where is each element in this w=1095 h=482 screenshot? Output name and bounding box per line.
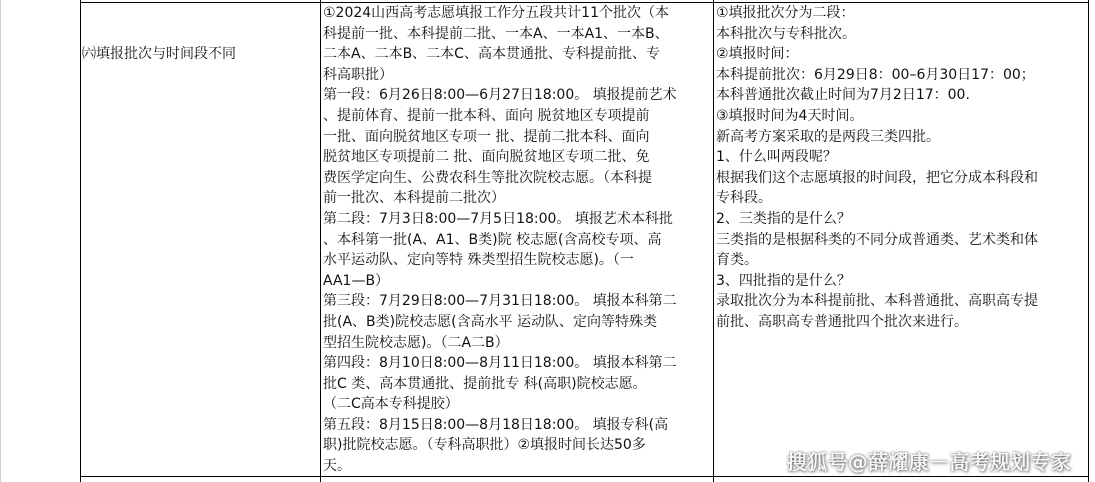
right-cell-text-line: 育类。 xyxy=(716,252,758,269)
middle-cell-text-line: 第三段：7月29日8:00—7月31日18:00。 填报本科第二 xyxy=(323,293,677,310)
middle-cell-text-line: 职)批院校志愿。（专科高职批）②填报时间长达50多 xyxy=(323,437,646,454)
right-cell-text-line: 本科普通批次截止时间为7月2日17：00. xyxy=(716,87,970,104)
middle-cell-text-line: 第一段：6月26日8:00—6月27日18:00。 填报提前艺术 xyxy=(323,87,677,104)
middle-cell[interactable] xyxy=(323,3,711,477)
middle-cell-text-line: AA1—B） xyxy=(323,272,390,289)
right-cell-text-line: 新高考方案采取的是两段三类四批。 xyxy=(716,128,940,145)
middle-cell-text-line: 二本A、二本B、二本C、高本贯通批、专科提前批、专 xyxy=(323,46,660,63)
middle-cell-text-line: 批C 类、高本贯通批、提前批专 科(高职)院校志愿。 xyxy=(323,375,647,392)
column-border-middle-1 xyxy=(320,0,321,482)
column-border-right xyxy=(1088,0,1089,482)
right-cell-text-line: ②填报时间： xyxy=(716,46,799,63)
column-border-left xyxy=(80,0,81,482)
header-cell[interactable] xyxy=(82,3,318,106)
right-cell-text-line: 本科提前批次：6月29日8：00–6月30日17：00； xyxy=(716,66,1035,83)
middle-cell-text-line: 科高职批） xyxy=(323,66,393,83)
middle-cell-text-line: 费医学定向生、公费农科生等批次院校志愿。（本科提 xyxy=(323,169,652,186)
right-cell-text-line: 本科批次与专科批次。 xyxy=(716,25,856,42)
right-cell-text-line: ①填报批次分为二段： xyxy=(716,5,855,21)
right-cell-text-line: ③填报时间为4天时间。 xyxy=(716,107,864,124)
right-cell-text-line: 前批、高职高专普通批四个批次来进行。 xyxy=(716,313,968,330)
middle-cell-text-line: 、提前体育、提前一批本科、面向 脱贫地区专项提前 xyxy=(323,107,650,124)
middle-cell-text-line: 、本科第一批(A、A1、B类)院 校志愿(含高校专项、高 xyxy=(323,231,662,248)
header-cell-text: ㈥填报批次与时间段不同 xyxy=(82,46,236,63)
outer-left-border xyxy=(0,0,1,482)
right-cell-text-line: 2、三类指的是什么？ xyxy=(716,210,851,227)
middle-cell-text-line: 脱贫地区专项提前二 批、面向脱贫地区专项二批、免 xyxy=(323,149,650,166)
right-cell[interactable] xyxy=(716,3,1086,333)
middle-cell-text-line: ①2024山西高考志愿填报工作分五段共计11个批次（本 xyxy=(323,5,669,21)
middle-cell-text-line: （二C高本专科提胶） xyxy=(323,396,459,413)
column-border-middle-2 xyxy=(713,0,714,482)
middle-cell-text-line: 一批、面向脱贫地区专项一 批、提前二批本科、面向 xyxy=(323,128,650,145)
middle-cell-text-line: 型招生院校志愿)。（二A二B） xyxy=(323,334,509,351)
right-cell-text-line: 1、什么叫两段呢？ xyxy=(716,149,837,166)
middle-cell-text-line: 天。 xyxy=(323,458,351,475)
watermark-text: 搜狐号@薛耀康－高考规划专家 xyxy=(786,450,1071,474)
middle-cell-text-line: 第四段：8月10日8:00—8月11日18:00。 填报本科第二 xyxy=(323,355,677,372)
right-cell-text-line: 录取批次分为本科提前批、本科普通批、高职高专提 xyxy=(716,293,1038,310)
middle-cell-text-line: 第五段：8月15日8:00—8月18日18:00。 填报专科(高 xyxy=(323,416,669,433)
right-cell-text-line: 3、四批指的是什么？ xyxy=(716,272,851,289)
right-cell-text-line: 根据我们这个志愿填报的时间段，把它分成本科段和 xyxy=(716,169,1038,186)
middle-cell-text-line: 科提前一批、本科提前二批、一本A、一本A1、一本B、 xyxy=(323,25,669,42)
right-cell-text-line: 三类指的是根据科类的不同分成普通类、艺术类和体 xyxy=(716,231,1038,248)
right-cell-text-line: 专科段。 xyxy=(716,190,772,207)
middle-cell-text-line: 水平运动队、定向等特 殊类型招生院校志愿)。（一 xyxy=(323,252,634,269)
middle-cell-text-line: 前一批次、本科提前二批次） xyxy=(323,190,505,207)
middle-cell-text-line: 第二段：7月3日8:00—7月5日18:00。 填报艺术本科批 xyxy=(323,210,673,227)
middle-cell-text-line: 批(A、B类)院校志愿(含高水平 运动队、定向等特殊类 xyxy=(323,313,658,330)
